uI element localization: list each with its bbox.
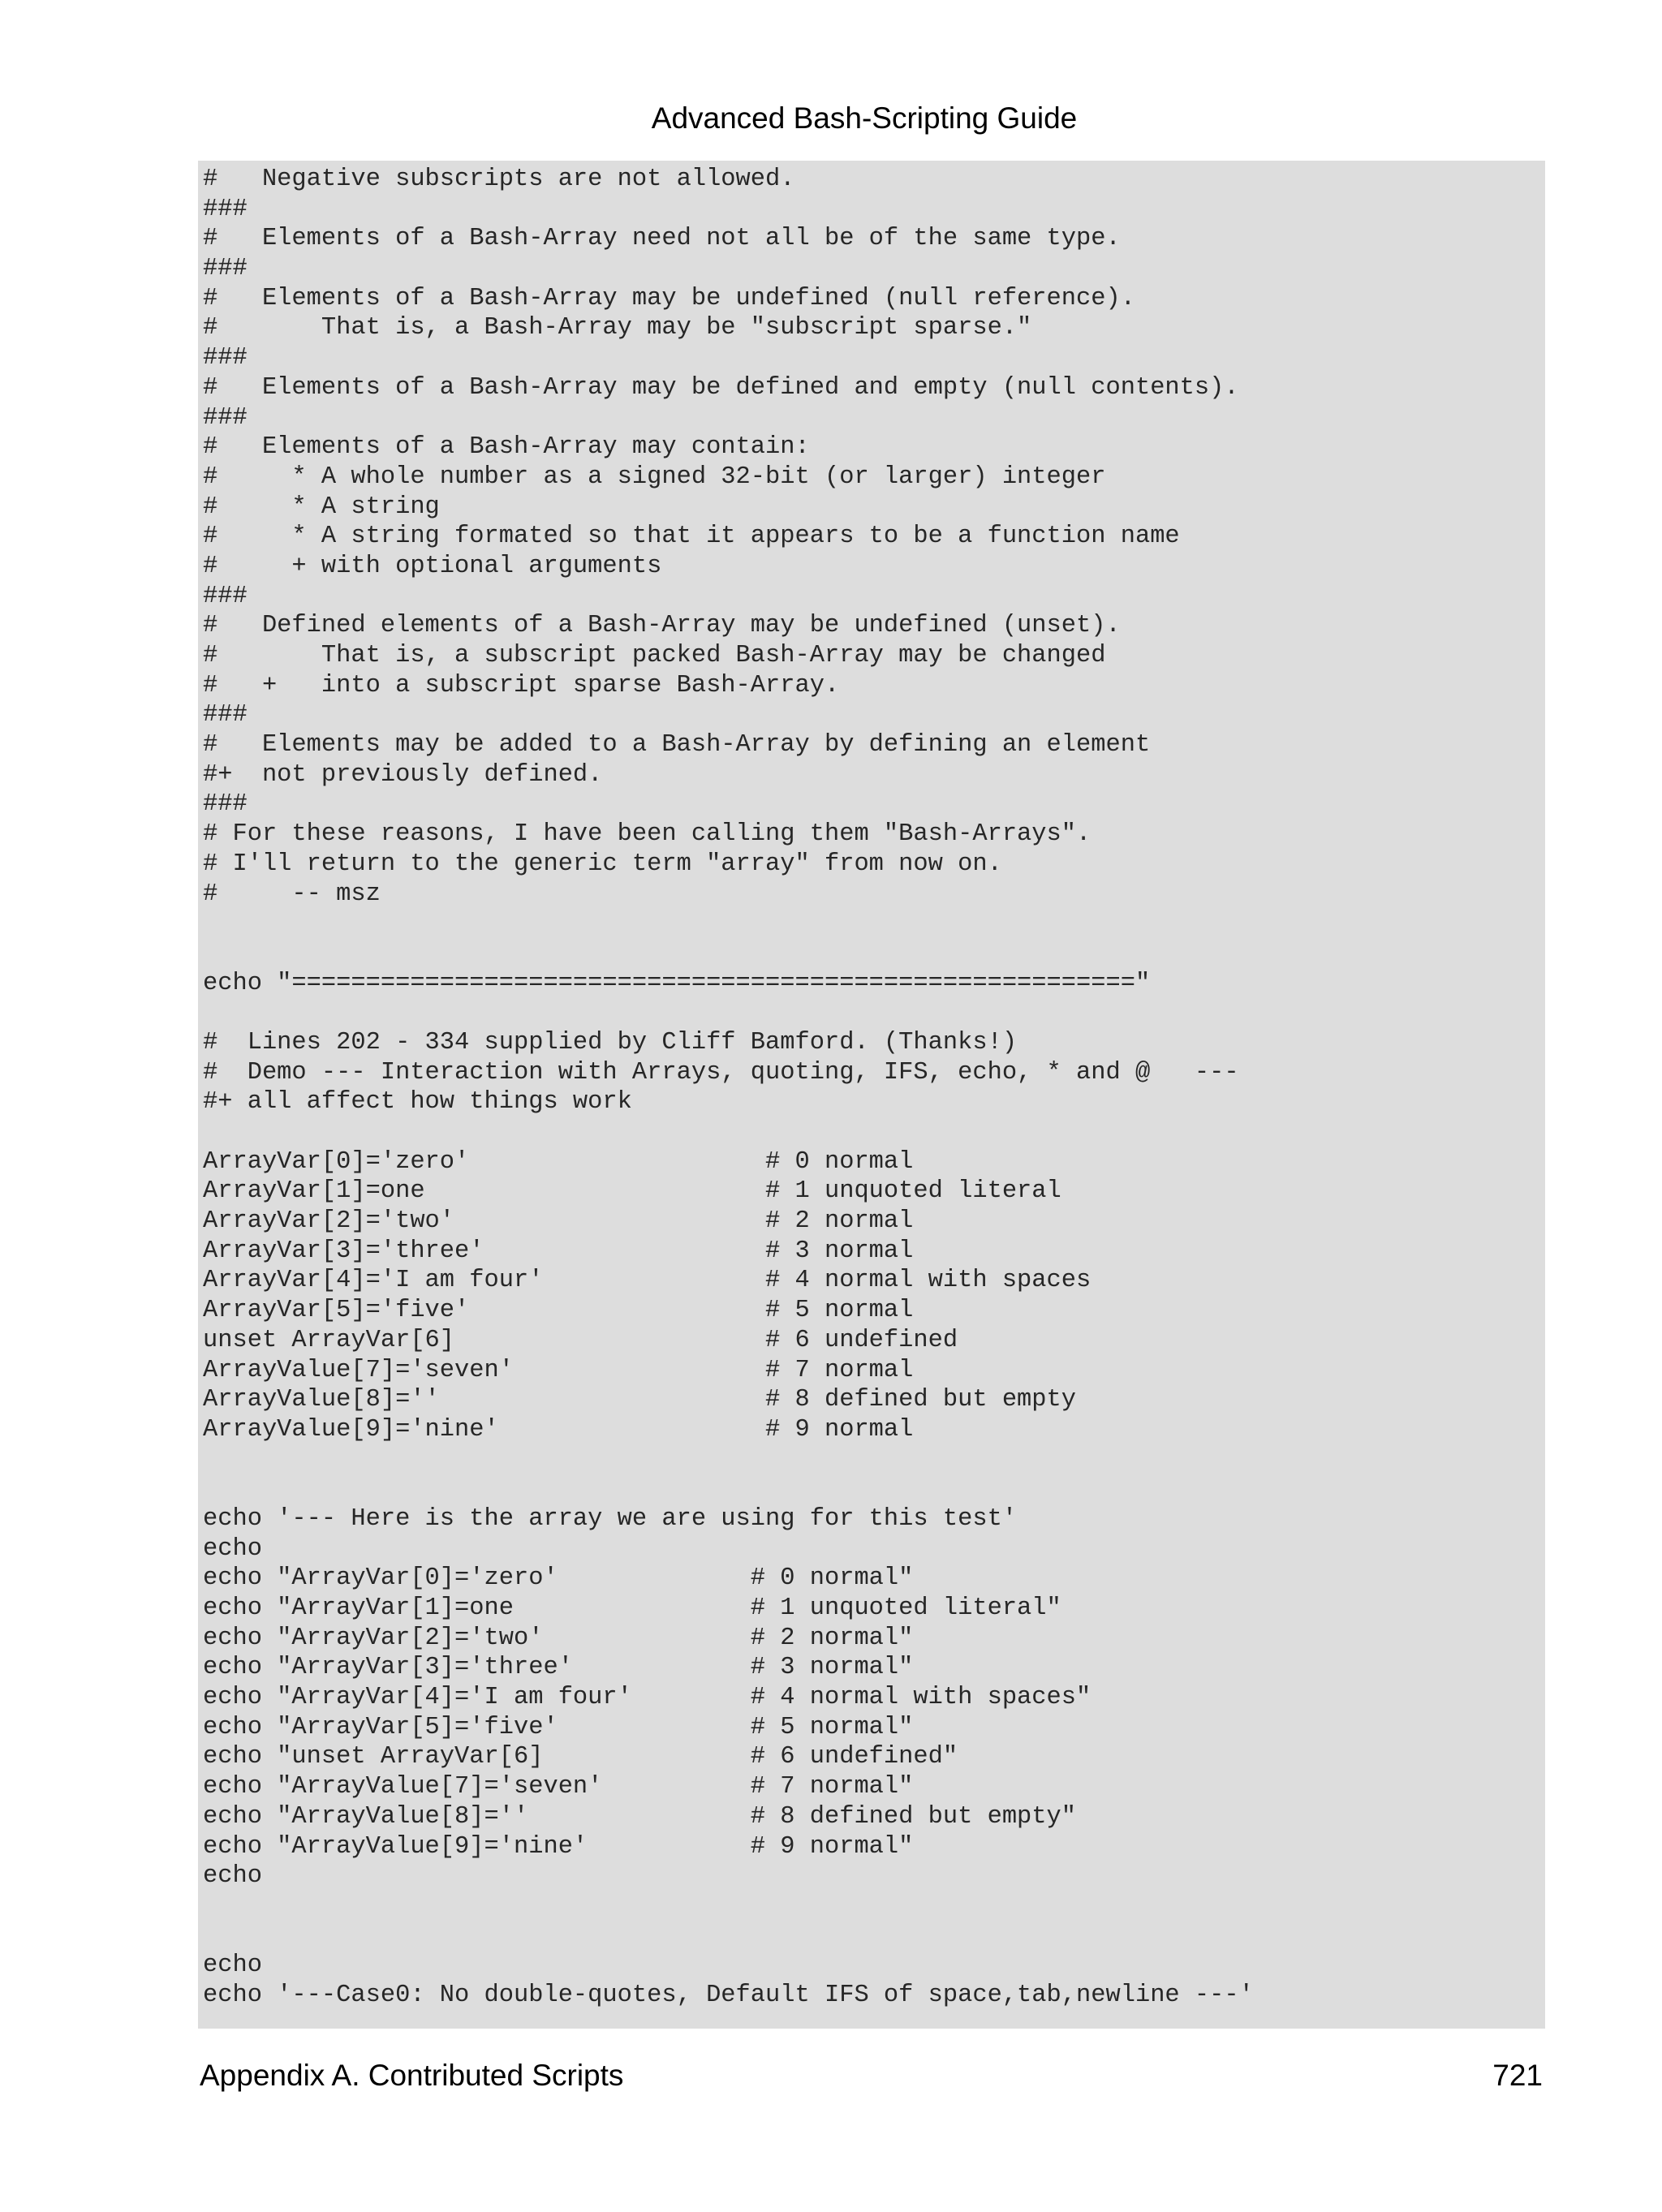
page-header: Advanced Bash-Scripting Guide: [651, 101, 1078, 135]
code-line: ###: [203, 582, 248, 610]
code-line: # Elements of a Bash-Array may be undefined (null reference).: [203, 284, 1135, 312]
code-line: ArrayVar[1]=one # 1 unquoted literal: [203, 1177, 1061, 1206]
code-line: [203, 1474, 1545, 1504]
code-line: # Elements of a Bash-Array may contain:: [203, 433, 810, 462]
code-line: #+ not previously defined.: [203, 760, 603, 789]
code-line: echo "unset ArrayVar[6] # 6 undefined": [203, 1743, 958, 1771]
code-line: ###: [203, 701, 248, 729]
code-line: echo "=========================================================": [203, 969, 1151, 997]
code-line: ###: [203, 195, 248, 223]
code-line: echo '---Case0: No double-quotes, Default IFS of space,tab,newline ---': [203, 1981, 1254, 2009]
code-line: echo "ArrayValue[7]='seven' # 7 normal": [203, 1773, 914, 1801]
code-line: ArrayValue[9]='nine' # 9 normal: [203, 1415, 914, 1444]
code-line: # Elements of a Bash-Array need not all be of the same type.: [203, 225, 1121, 253]
code-line: # -- msz: [203, 880, 381, 908]
code-line: ArrayValue[7]='seven' # 7 normal: [203, 1356, 914, 1384]
code-line: ArrayVar[0]='zero' # 0 normal: [203, 1147, 914, 1176]
code-listing: [198, 161, 1545, 2029]
code-line: ArrayVar[5]='five' # 5 normal: [203, 1297, 914, 1325]
code-line: [203, 1891, 1545, 1922]
code-line: echo "ArrayVar[4]='I am four' # 4 normal with spaces": [203, 1684, 1091, 1712]
code-line: ###: [203, 403, 248, 432]
code-line: echo "ArrayValue[8]='' # 8 defined but empty": [203, 1802, 1077, 1831]
code-line: ###: [203, 255, 248, 283]
code-line: [203, 939, 1545, 969]
code-line: [203, 1922, 1545, 1952]
code-line: # Demo --- Interaction with Arrays, quoting, IFS, echo, * and @ ---: [203, 1058, 1239, 1087]
code-line: echo: [203, 1862, 262, 1891]
code-line: ArrayVar[3]='three' # 3 normal: [203, 1237, 914, 1265]
code-line: ArrayVar[4]='I am four' # 4 normal with spaces: [203, 1267, 1091, 1295]
code-line: echo "ArrayVar[1]=one # 1 unquoted literal": [203, 1594, 1061, 1622]
footer-chapter-title: Appendix A. Contributed Scripts: [200, 2059, 624, 2092]
code-line: # Negative subscripts are not allowed.: [203, 166, 795, 193]
code-line: # * A string: [203, 493, 440, 521]
footer-page-number: 721: [1492, 2059, 1543, 2092]
code-line: echo "ArrayVar[5]='five' # 5 normal": [203, 1713, 914, 1741]
code-line: [203, 1445, 1545, 1475]
code-line: echo "ArrayVar[2]='two' # 2 normal": [203, 1624, 914, 1652]
code-line: unset ArrayVar[6] # 6 undefined: [203, 1326, 958, 1354]
code-line: ###: [203, 344, 248, 372]
code-line: echo: [203, 1534, 262, 1563]
code-line: echo "ArrayValue[9]='nine' # 9 normal": [203, 1832, 914, 1861]
code-line: # Elements of a Bash-Array may be defined and empty (null contents).: [203, 373, 1239, 402]
code-line: # That is, a Bash-Array may be "subscript sparse.": [203, 314, 1032, 342]
code-line: [203, 1117, 1545, 1147]
code-line: # That is, a subscript packed Bash-Array may be changed: [203, 642, 1106, 669]
code-line: ArrayValue[8]='' # 8 defined but empty: [203, 1386, 1077, 1414]
code-line: # I'll return to the generic term "array" from now on.: [203, 850, 1002, 878]
code-line: # + with optional arguments: [203, 552, 662, 580]
code-line: # For these reasons, I have been calling them "Bash-Arrays".: [203, 820, 1091, 849]
code-line: # * A whole number as a signed 32-bit (or larger) integer: [203, 463, 1106, 491]
code-line: # Defined elements of a Bash-Array may be undefined (unset).: [203, 612, 1121, 640]
code-line: # * A string formated so that it appears to be a function name: [203, 523, 1180, 551]
code-line: #+ all affect how things work: [203, 1088, 632, 1117]
code-line: echo "ArrayVar[0]='zero' # 0 normal": [203, 1564, 914, 1593]
code-line: ###: [203, 790, 248, 819]
page-footer: [200, 2053, 1545, 2098]
code-line: echo "ArrayVar[3]='three' # 3 normal": [203, 1654, 914, 1682]
code-line: ArrayVar[2]='two' # 2 normal: [203, 1207, 914, 1236]
code-line: [203, 909, 1545, 939]
code-line: echo '--- Here is the array we are using for this test': [203, 1504, 1018, 1533]
code-line: echo: [203, 1952, 262, 1980]
code-line: # Elements may be added to a Bash-Array by defining an element: [203, 731, 1151, 760]
code-line: # Lines 202 - 334 supplied by Cliff Bamford. (Thanks!): [203, 1028, 1018, 1057]
code-line: [203, 998, 1545, 1028]
code-line: # + into a subscript sparse Bash-Array.: [203, 671, 840, 699]
